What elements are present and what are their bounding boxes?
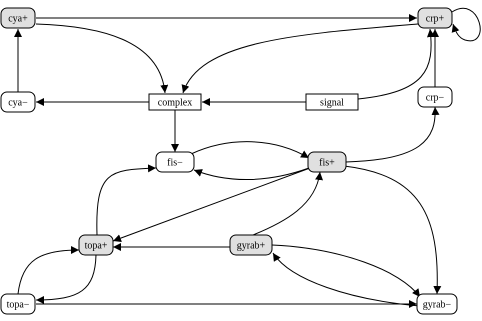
node-cya-plus [1,8,35,28]
node-label: signal [320,97,344,109]
edge-topa_plus-to-topa_minus [36,255,96,300]
node-topa-plus [79,235,113,255]
node-gyrab-plus [230,235,272,255]
node-label: gyrab+ [236,240,266,252]
node-label: fis+ [319,157,335,169]
edge-fis_plus-to-crp_minus [346,107,435,162]
node-signal [306,94,358,110]
edge-topa_minus-to-topa_plus [18,250,79,294]
edge-cya_plus-to-complex [36,24,165,93]
edges-layer [18,8,480,306]
edge-fis_plus-to-topa_plus [113,168,310,241]
node-label: cya+ [8,13,28,25]
node-fis-plus [308,152,346,172]
node-crp-plus [418,8,452,28]
nodes-layer [1,8,457,314]
node-label: cya− [8,97,28,109]
node-label: topa+ [84,240,108,252]
edge-topa_plus-to-fis_minus [97,168,156,235]
node-fis-minus [156,152,194,172]
node-label: crp+ [425,13,445,25]
node-label: complex [157,97,193,109]
edge-gyrab_plus-to-gyrab_minus [272,245,420,297]
edge-fis_minus-to-fis_plus [191,142,309,158]
node-gyrab-minus [417,294,457,314]
node-label: gyrab− [422,299,452,311]
edge-crp_plus-to-complex [183,24,418,93]
node-topa-minus [1,294,35,314]
edge-crp_plus-to-crp_plus [452,8,480,41]
node-crp-minus [418,87,452,107]
edge-fis_plus-to-gyrab_minus [344,166,437,294]
edge-fis_plus-to-fis_minus [194,168,309,180]
node-label: fis− [167,157,183,169]
edge-gyrab_plus-to-fis_plus [253,172,320,235]
edge-gyrab_minus-to-gyrab_plus [273,253,420,306]
node-label: crp− [425,92,445,104]
node-complex [149,94,201,110]
node-cya-minus [1,92,35,112]
node-label: topa− [6,299,30,311]
